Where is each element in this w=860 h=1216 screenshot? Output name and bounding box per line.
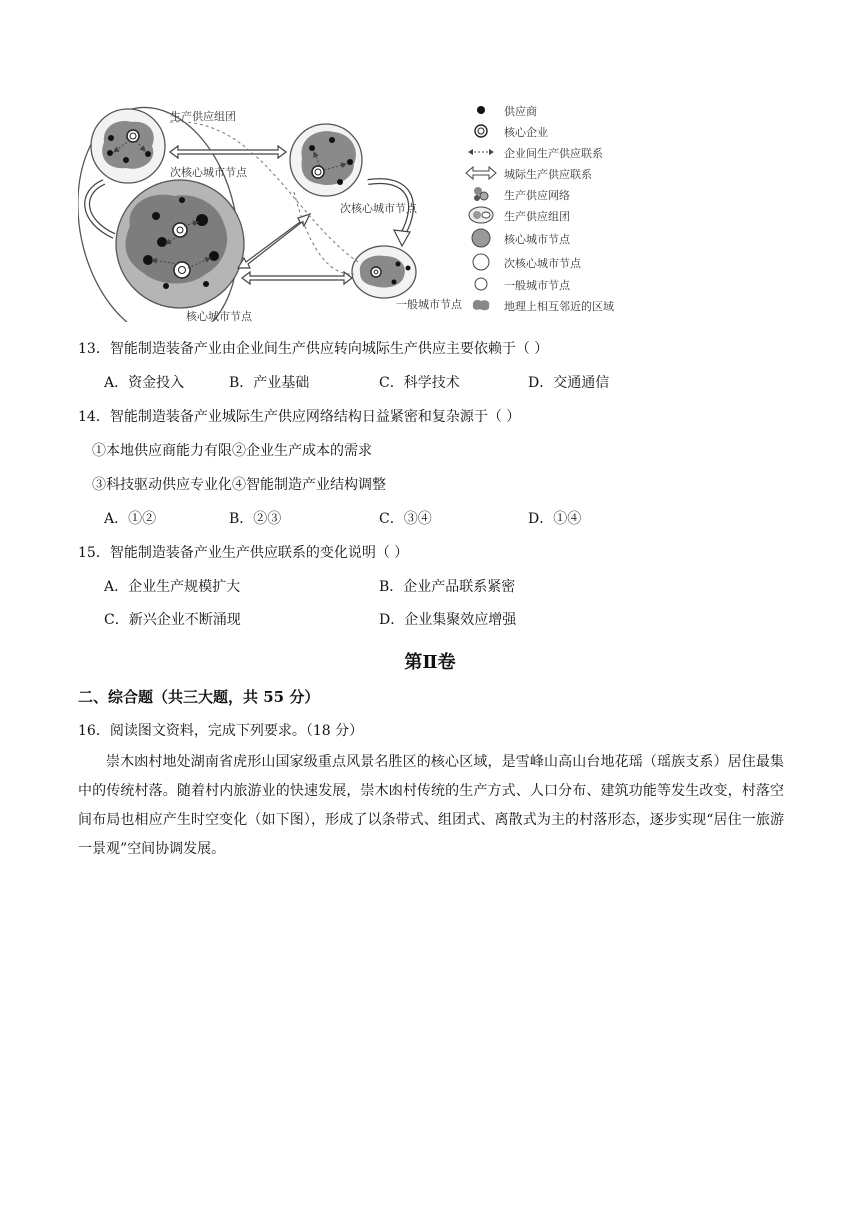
sub-core-node-left bbox=[91, 109, 165, 183]
legend-item bbox=[460, 274, 625, 294]
general-node-icon bbox=[464, 274, 498, 294]
label-sub-core-left: 次核心城市节点 bbox=[170, 166, 247, 179]
legend-label: 城际生产供应联系 bbox=[504, 168, 592, 181]
q14-option-b: B．②③ bbox=[229, 511, 282, 527]
legend-label: 企业间生产供应联系 bbox=[504, 147, 603, 160]
general-node bbox=[352, 246, 416, 298]
q15-option-a: A．企业生产规模扩大 bbox=[104, 579, 241, 595]
legend-label: 地理上相互邻近的区域 bbox=[504, 300, 614, 313]
q14-option-d: D．①④ bbox=[528, 511, 582, 527]
sub-core-node-right bbox=[290, 124, 362, 196]
legend-label: 生产供应组团 bbox=[504, 210, 570, 223]
group-oval-icon bbox=[464, 205, 498, 225]
legend-item bbox=[460, 142, 625, 162]
question-14-stem: 14．智能制造装备产业城际生产供应网络结构日益紧密和复杂源于（ ） bbox=[78, 409, 521, 425]
legend-label: 核心城市节点 bbox=[504, 233, 570, 246]
network-cluster-icon bbox=[464, 184, 498, 204]
q13-option-b: B．产业基础 bbox=[229, 375, 310, 391]
q14-option-c: C．③④ bbox=[379, 511, 432, 527]
legend-label: 生产供应网络 bbox=[504, 189, 570, 202]
q13-option-d: D．交通通信 bbox=[528, 375, 610, 391]
question-16-stem: 16．阅读图文资料，完成下列要求。（18 分） bbox=[78, 723, 364, 739]
q15-option-c: C．新兴企业不断涌现 bbox=[104, 612, 241, 628]
supply-network-figure bbox=[78, 96, 623, 322]
legend-label: 一般城市节点 bbox=[504, 279, 570, 292]
legend-item bbox=[460, 295, 625, 315]
legend-label: 核心企业 bbox=[504, 126, 548, 139]
dashed-double-arrow-icon bbox=[464, 142, 498, 162]
sub-core-node-icon bbox=[464, 252, 498, 272]
label-core: 核心城市节点 bbox=[186, 310, 252, 323]
question-15-stem: 15．智能制造装备产业生产供应联系的变化说明（ ） bbox=[78, 545, 409, 561]
label-sub-core-right: 次核心城市节点 bbox=[340, 202, 417, 215]
legend-item bbox=[460, 184, 625, 204]
q15-option-d: D．企业集聚效应增强 bbox=[379, 612, 517, 628]
core-node bbox=[116, 180, 244, 308]
section-heading: 二、综合题（共三大题，共 55 分） bbox=[78, 688, 320, 706]
q14-statements-2: ③科技驱动供应专业化④智能制造产业结构调整 bbox=[92, 477, 386, 493]
legend-item bbox=[460, 163, 625, 183]
adjacent-region-icon bbox=[464, 295, 498, 315]
supplier-dot-icon bbox=[464, 100, 498, 120]
legend-label: 次核心城市节点 bbox=[504, 257, 581, 270]
question-16-paragraph: 崇木凼村地处湖南省虎形山国家级重点风景名胜区的核心区域，是雪峰山高山台地花瑶（瑶族支系）居住最集中的传统村落。随着村内旅游业的快速发展，崇木凼村传统的生产方式、人口分布、建筑功能等发生改变，村落空间布局也相应产生时空变化（如下图），形成了以条带式、组团式、离散式为主的村落形态，逐步实现“居住一旅游一景观”空间协调发展。 bbox=[78, 754, 784, 857]
part-title: 第Ⅱ卷 bbox=[404, 652, 456, 673]
q14-option-a: A．①② bbox=[104, 511, 157, 527]
label-general: 一般城市节点 bbox=[396, 298, 462, 311]
legend-item bbox=[460, 228, 625, 248]
legend-label: 供应商 bbox=[504, 105, 537, 118]
label-group: 生产供应组团 bbox=[170, 110, 236, 123]
q14-statements-1: ①本地供应商能力有限②企业生产成本的需求 bbox=[92, 443, 372, 459]
legend-item bbox=[460, 121, 625, 141]
core-node-icon bbox=[464, 228, 498, 248]
legend-item bbox=[460, 252, 625, 272]
hollow-double-arrow-icon bbox=[464, 163, 498, 183]
q13-option-a: A．资金投入 bbox=[104, 375, 185, 391]
core-enterprise-icon bbox=[464, 121, 498, 141]
q13-option-c: C．科学技术 bbox=[379, 375, 460, 391]
q15-option-b: B．企业产品联系紧密 bbox=[379, 579, 516, 595]
question-13-stem: 13．智能制造装备产业由企业间生产供应转向城际生产供应主要依赖于（ ） bbox=[78, 341, 549, 357]
legend-item bbox=[460, 205, 625, 225]
legend-item bbox=[460, 100, 625, 120]
legend bbox=[460, 96, 625, 322]
